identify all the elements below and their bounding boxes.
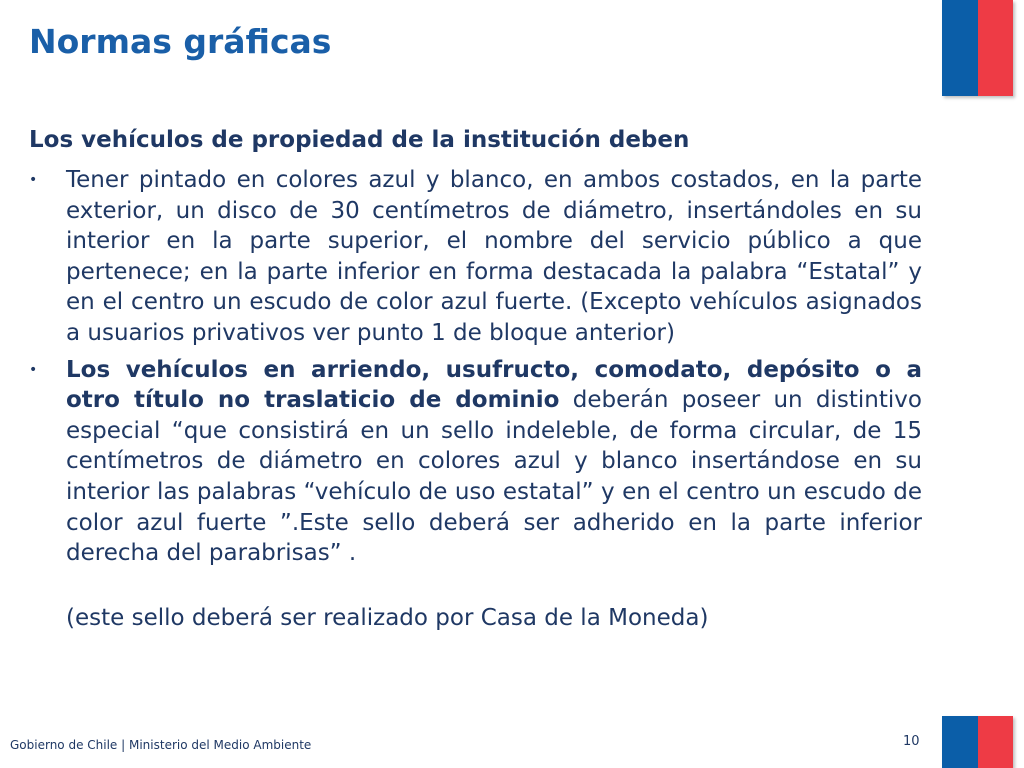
bullet-text: deberán poseer un distintivo especial “que consistirá en un sello indeleble, de forma circular, de 15 centímetros de diámetro en colores azul y blanco insertándose en su interior las palabras “vehículo de uso estatal” y en el centro un escudo de color azul fuerte ”.Este sello deberá ser adherido en la parte inferior derecha del parabrisas” . — [66, 387, 922, 567]
slide-title: Normas gráficas — [29, 22, 332, 61]
flag-blue-band — [942, 716, 978, 768]
flag-red-band — [978, 716, 1014, 768]
page-number: 10 — [903, 734, 920, 749]
chile-flag-stripe-bottom — [942, 716, 1013, 768]
bullet-bold-lead: Los vehículos en arriendo, usufructo, comodato, depósito o a otro título no traslaticio de dominio — [66, 356, 922, 414]
bullet-marker: • — [29, 361, 38, 378]
flag-red-band — [978, 0, 1014, 96]
footer-organization: Gobierno de Chile | Ministerio del Medio Ambiente — [10, 738, 312, 752]
bullet-list — [29, 165, 922, 569]
slide-subheading: Los vehículos de propiedad de la institución deben — [29, 127, 690, 153]
bullet-item-painted-disc — [29, 165, 922, 349]
flag-blue-band — [942, 0, 978, 96]
bullet-text: Tener pintado en colores azul y blanco, en ambos costados, en la parte exterior, un disco de 30 centímetros de diámetro, insertándoles en su interior en la parte superior, el nombre del servicio público a que pertenece; en la parte inferior en forma destacada la palabra “Estatal” y en el centro un escudo de color azul fuerte. (Excepto vehículos asignados a usuarios privativos ver punto 1 de bloque anterior) — [66, 167, 922, 346]
chile-flag-stripe-top — [942, 0, 1013, 96]
bullet-item-leased-vehicles — [29, 355, 922, 569]
slide-note: (este sello deberá ser realizado por Casa de la Moneda) — [66, 605, 709, 631]
bullet-marker: • — [29, 172, 38, 188]
